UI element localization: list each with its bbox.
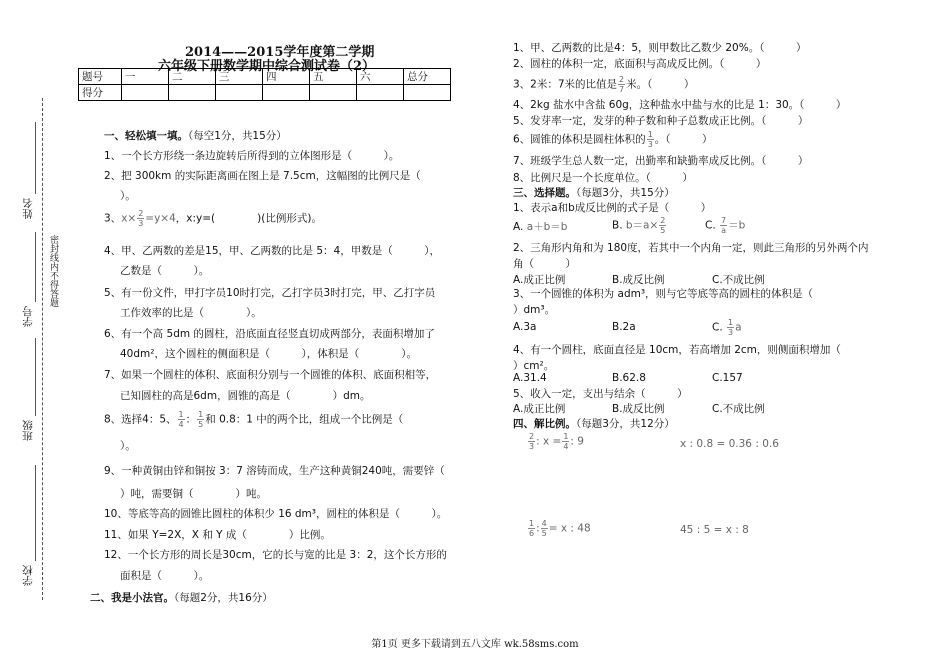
question-4-line1: 4、甲、乙两数的差是15，甲、乙两数的比是 5：4，甲数是（ ）， [104,245,440,257]
choice-3-line2: ）dm³。 [513,304,556,316]
question-11: 11、如果 Y=2X，X 和 Y 成（ ）比例。 [104,529,331,541]
score-input-cell[interactable] [169,85,216,101]
judge-6: 6、圆锥的体积是圆柱体积的 $\frac{1}{3}$ 。（ ） [513,130,713,149]
section-2-heading: 二、我是小法官。（每题2分，共16分） [90,592,273,604]
proportion-3: $\frac{1}{6}$ : $\frac{4}{5}$ = x : 48 [529,519,591,538]
fraction: $\frac{1}{3}$ [728,318,734,337]
judge-4: 4、2kg 盐水中含盐 60g，这种盐水中盐与水的比是 1：30。（ ） [513,99,847,111]
judge-7: 7、班级学生总人数一定，出勤率和缺勤率成反比例。（ ） [513,155,809,167]
question-6-line2: 40dm²，这个圆柱的侧面积是（ ），体积是（ ）。 [120,348,417,360]
choice-5: 5、收入一定，支出与结余（ ） [513,388,688,400]
question-4-line2: 乙数是（ ）。 [120,265,210,277]
score-input-cell[interactable] [216,85,263,101]
fraction: $\frac{2}{3}$ [138,209,144,228]
school-blank [35,465,36,561]
choice-2-line2: 角（ ） [513,258,576,270]
proportion-4: 45 : 5 = x : 8 [680,524,749,536]
proportion-2: x : 0.8 = 0.36 : 0.6 [680,438,779,450]
fraction: $\frac{2}{5}$ [660,216,666,235]
choice-4-option-b[interactable]: B.62.8 [612,372,646,384]
question-12-line1: 12、一个长方形的周长是30cm，它的长与宽的比是 3：2，这个长方形的 [104,549,447,561]
question-2-line2: ）。 [120,190,136,202]
choice-1-option-a[interactable]: A. a＋b＝b [513,221,568,233]
score-cell: 二 [169,69,216,85]
choice-2-option-a[interactable]: A.成正比例 [513,274,566,286]
score-input-cell[interactable] [310,85,357,101]
choice-4-option-a[interactable]: A.31.4 [513,372,547,384]
choice-2-option-c[interactable]: C.不成比例 [712,274,765,286]
judge-5: 5、发芽率一定，发芽的种子数和种子总数成正比例。（ ） [513,115,809,127]
judge-2: 2、圆柱的体积一定，底面积与高成反比例。（ ） [513,58,767,70]
question-7-line1: 7、如果一个圆柱的体积、底面积分别与一个圆锥的体积、底面积相等， [104,369,437,381]
score-table-score-row [79,85,451,101]
question-8-line1: 8、选择4：5、 $\frac{1}{4}$ ： $\frac{1}{5}$ 和 0.8：1 中的两个比，组成一个比例是（ [104,410,404,429]
seal-line [42,98,43,600]
question-5-line2: 工作效率的比是（ ）。 [120,307,262,319]
question-9-line1: 9、一种黄铜由锌和铜按 3：7 溶铸而成，生产这种黄铜240吨，需要锌（ [104,465,445,477]
fraction: $\frac{7}{a}$ [721,216,727,235]
score-table [78,68,451,101]
choice-3-option-c[interactable]: C. $\frac{1}{3}$ a [712,318,742,337]
section-3-heading: 三、选择题。（每题3分，共15分） [513,187,675,199]
question-1: 1、一个长方形绕一条边旋转后所得到的立体图形是（ ）。 [104,150,400,162]
fraction: $\frac{1}{6}$ [529,519,535,538]
choice-1-option-b[interactable]: B. b＝a× $\frac{2}{5}$ [612,216,666,235]
choice-4-option-c[interactable]: C.157 [712,372,743,384]
choice-5-option-c[interactable]: C.不成比例 [712,403,765,415]
seal-notice: 密封线内不得答题 [48,235,58,307]
score-cell: 总分 [404,69,451,85]
question-2-line1: 2、把 300km 的实际距离画在图上是 7.5cm，这幅图的比例尺是（ [104,170,421,182]
score-cell: 一 [122,69,169,85]
id-label: 学号 [22,306,34,327]
choice-3-option-b[interactable]: B.2a [612,321,636,333]
fraction: $\frac{1}{4}$ [178,410,184,429]
score-cell: 五 [310,69,357,85]
name-blank [35,122,36,194]
section-1-heading: 一、轻松填一填。（每空1分，共15分） [104,130,287,142]
score-input-cell[interactable] [404,85,451,101]
score-cell: 四 [263,69,310,85]
question-12-line2: 面积是（ ）。 [120,570,210,582]
judge-1: 1、甲、乙两数的比是4：5，则甲数比乙数少 20%。（ ） [513,42,807,54]
class-label: 班级 [22,420,34,441]
choice-5-option-a[interactable]: A.成正比例 [513,403,566,415]
fraction: $\frac{1}{3}$ [647,130,653,149]
judge-3: 3、2米：7米的比值是 $\frac{2}{7}$ 米。（ ） [513,75,695,94]
score-cell: 六 [357,69,404,85]
choice-2-option-b[interactable]: B.成反比例 [612,274,665,286]
question-7-line2: 已知圆柱的高是6dm，圆锥的高是（ ）dm。 [120,390,371,402]
choice-3-option-a[interactable]: A.3a [513,321,537,333]
fraction: $\frac{2}{7}$ [619,75,625,94]
fraction: $\frac{2}{3}$ [529,432,535,451]
exam-year-title: 2014——2015学年度第二学期 [185,45,375,60]
choice-4-line2: ）cm²。 [513,360,555,372]
score-table-header-row [79,69,451,85]
question-6-line1: 6、有一个高 5dm 的圆柱，沿底面直径竖直切成两部分，表面积增加了 [104,328,435,340]
fraction: $\frac{1}{5}$ [198,410,204,429]
class-blank [35,338,36,416]
exam-title: 六年级下册数学期中综合测试卷（2） [158,59,376,74]
question-3: 3、x× $\frac{2}{3}$ =y×4，x:y=( )(比例形式)。 [104,209,322,228]
fraction: $\frac{4}{5}$ [541,519,547,538]
judge-8: 8、比例尺是一个长度单位。（ ） [513,172,693,184]
fraction: $\frac{1}{4}$ [563,432,569,451]
question-8-line2: ）。 [120,440,136,452]
score-cell: 题号 [79,69,122,85]
section-4-heading: 四、解比例。（每题3分，共12分） [513,418,675,430]
score-input-cell[interactable] [357,85,404,101]
school-label: 学校 [22,565,34,586]
question-5-line1: 5、有一份文件，甲打字员10时打完，乙打字员3时打完，甲、乙打字员 [104,287,436,299]
choice-3-line1: 3、一个圆锥的体积为 adm³，则与它等底等高的圆柱的体积是（ [513,288,814,300]
id-blank [35,232,36,302]
question-9-line2: ）吨，需要铜（ ）吨。 [120,488,267,500]
proportion-1: $\frac{2}{3}$ : x = $\frac{1}{4}$ : 9 [529,432,584,451]
choice-2-line1: 2、三角形内角和为 180度，若其中一个内角一定，则此三角形的另外两个内 [513,242,869,254]
name-label: 姓名 [22,198,34,219]
question-10: 10、等底等高的圆锥比圆柱的体积少 16 dm³，圆柱的体积是（ ）。 [104,508,448,520]
choice-1: 1、表示a和b成反比例的式子是（ ） [513,202,712,214]
score-cell: 得分 [79,85,122,101]
score-input-cell[interactable] [263,85,310,101]
choice-4-line1: 4、有一个圆柱，底面直径是 10cm，若高增加 2cm，则侧面积增加（ [513,344,841,356]
score-input-cell[interactable] [122,85,169,101]
choice-5-option-b[interactable]: B.成反比例 [612,403,665,415]
page-footer: 第1页 更多下载请到五八文库 wk.58sms.com [371,639,579,650]
choice-1-option-c[interactable]: C. $\frac{7}{a}$ ＝b [705,216,746,235]
score-cell: 三 [216,69,263,85]
